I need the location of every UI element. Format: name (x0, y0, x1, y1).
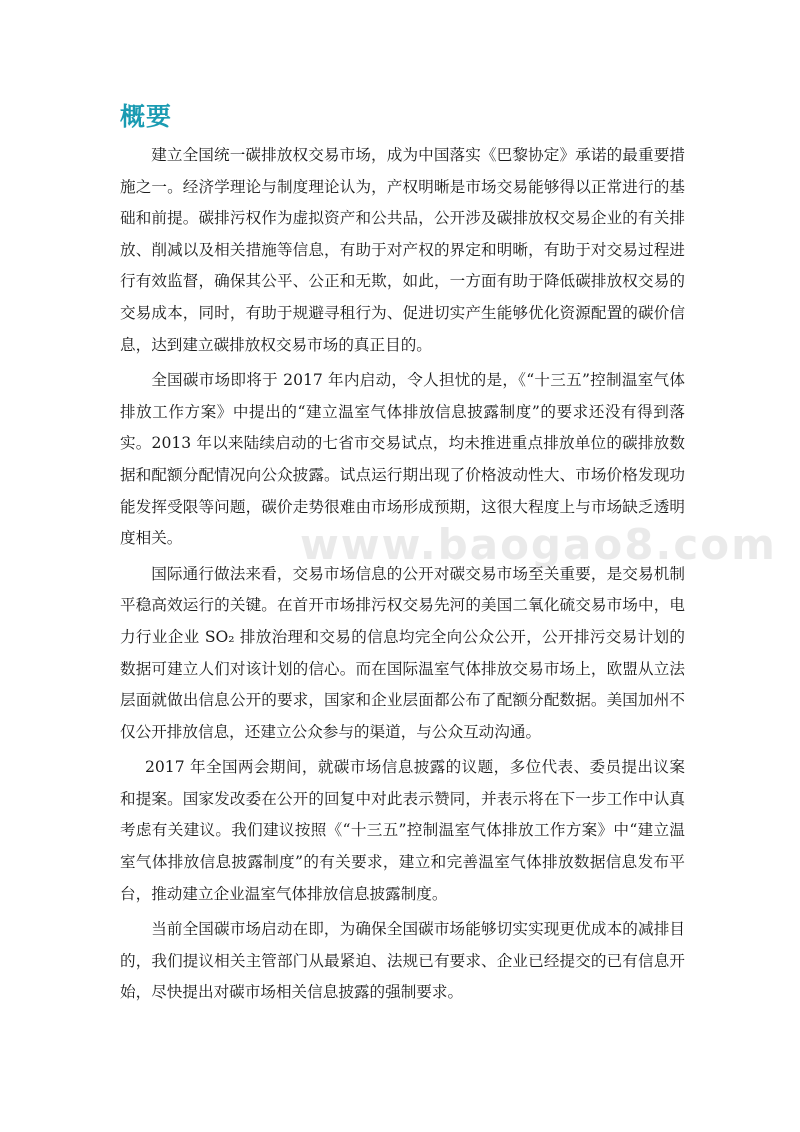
page-title: 概要 (120, 102, 173, 131)
watermark-text: www.baogao8.com (300, 520, 777, 569)
paragraph-1: 建立全国统一碳排放权交易市场，成为中国落实《巴黎协定》承诺的最重要措施之一。经济学理论与制度理论认为，产权明晰是市场交易能够得以正常进行的基础和前提。碳排污权作为虚拟资产和公共品，公开涉及碳排放权交易企业的有关排放、削减以及相关措施等信息，有助于对产权的界定和明晰，有助于对交易过程进行有效监督，确保其公平、公正和无欺，如此，一方面有助于降低碳排放权交易的交易成本，同时，有助于规避寻租行为、促进切实产生能够优化资源配置的碳价信息，达到建立碳排放权交易市场的真正目的。 (120, 146, 685, 354)
summary-body (120, 140, 685, 1013)
paragraph-5: 当前全国碳市场启动在即，为确保全国碳市场能够切实实现更优成本的减排目的，我们提议相关主管部门从最紧迫、法规已有要求、企业已经提交的已有信息开始，尽快提出对碳市场相关信息披露的强制要求。 (120, 920, 685, 1002)
paragraph-3: 国际通行做法来看，交易市场信息的公开对碳交易市场至关重要，是交易机制平稳高效运行的关键。在首开市场排污权交易先河的美国二氧化硫交易市场中，电力行业企业 SO₂ 排放治理和交易的信息均完全向公众公开，公开排污交易计划的数据可建立人们对该计划的信心。而在国际温室气体排放交易市场上，欧盟从立法层面就做出信息公开的要求，国家和企业层面都公布了配额分配数据。美国加州不仅公开排放信息，还建立公众参与的渠道，与公众互动沟通。 (120, 564, 685, 741)
paragraph-2: 全国碳市场即将于 2017 年内启动，令人担忧的是，《“十三五”控制温室气体排放工作方案》中提出的“建立温室气体排放信息披露制度”的要求还没有得到落实。2013 年以来陆续启动的七省市交易试点，均未推进重点排放单位的碳排放数据和配额分配情况向公众披露。试点运行期出现了价格波动性大、市场价格发现功能发挥受限等问题，碳价走势很难由市场形成预期，这很大程度上与市场缺乏透明度相关。 (120, 371, 685, 548)
paragraph-4: 2017 年全国两会期间，就碳市场信息披露的议题，多位代表、委员提出议案和提案。国家发改委在公开的回复中对此表示赞同，并表示将在下一步工作中认真考虑有关建议。我们建议按照《“十三五”控制温室气体排放工作方案》中“建立温室气体排放信息披露制度”的有关要求，建立和完善温室气体排放数据信息发布平台，推动建立企业温室气体排放信息披露制度。 (120, 758, 685, 903)
